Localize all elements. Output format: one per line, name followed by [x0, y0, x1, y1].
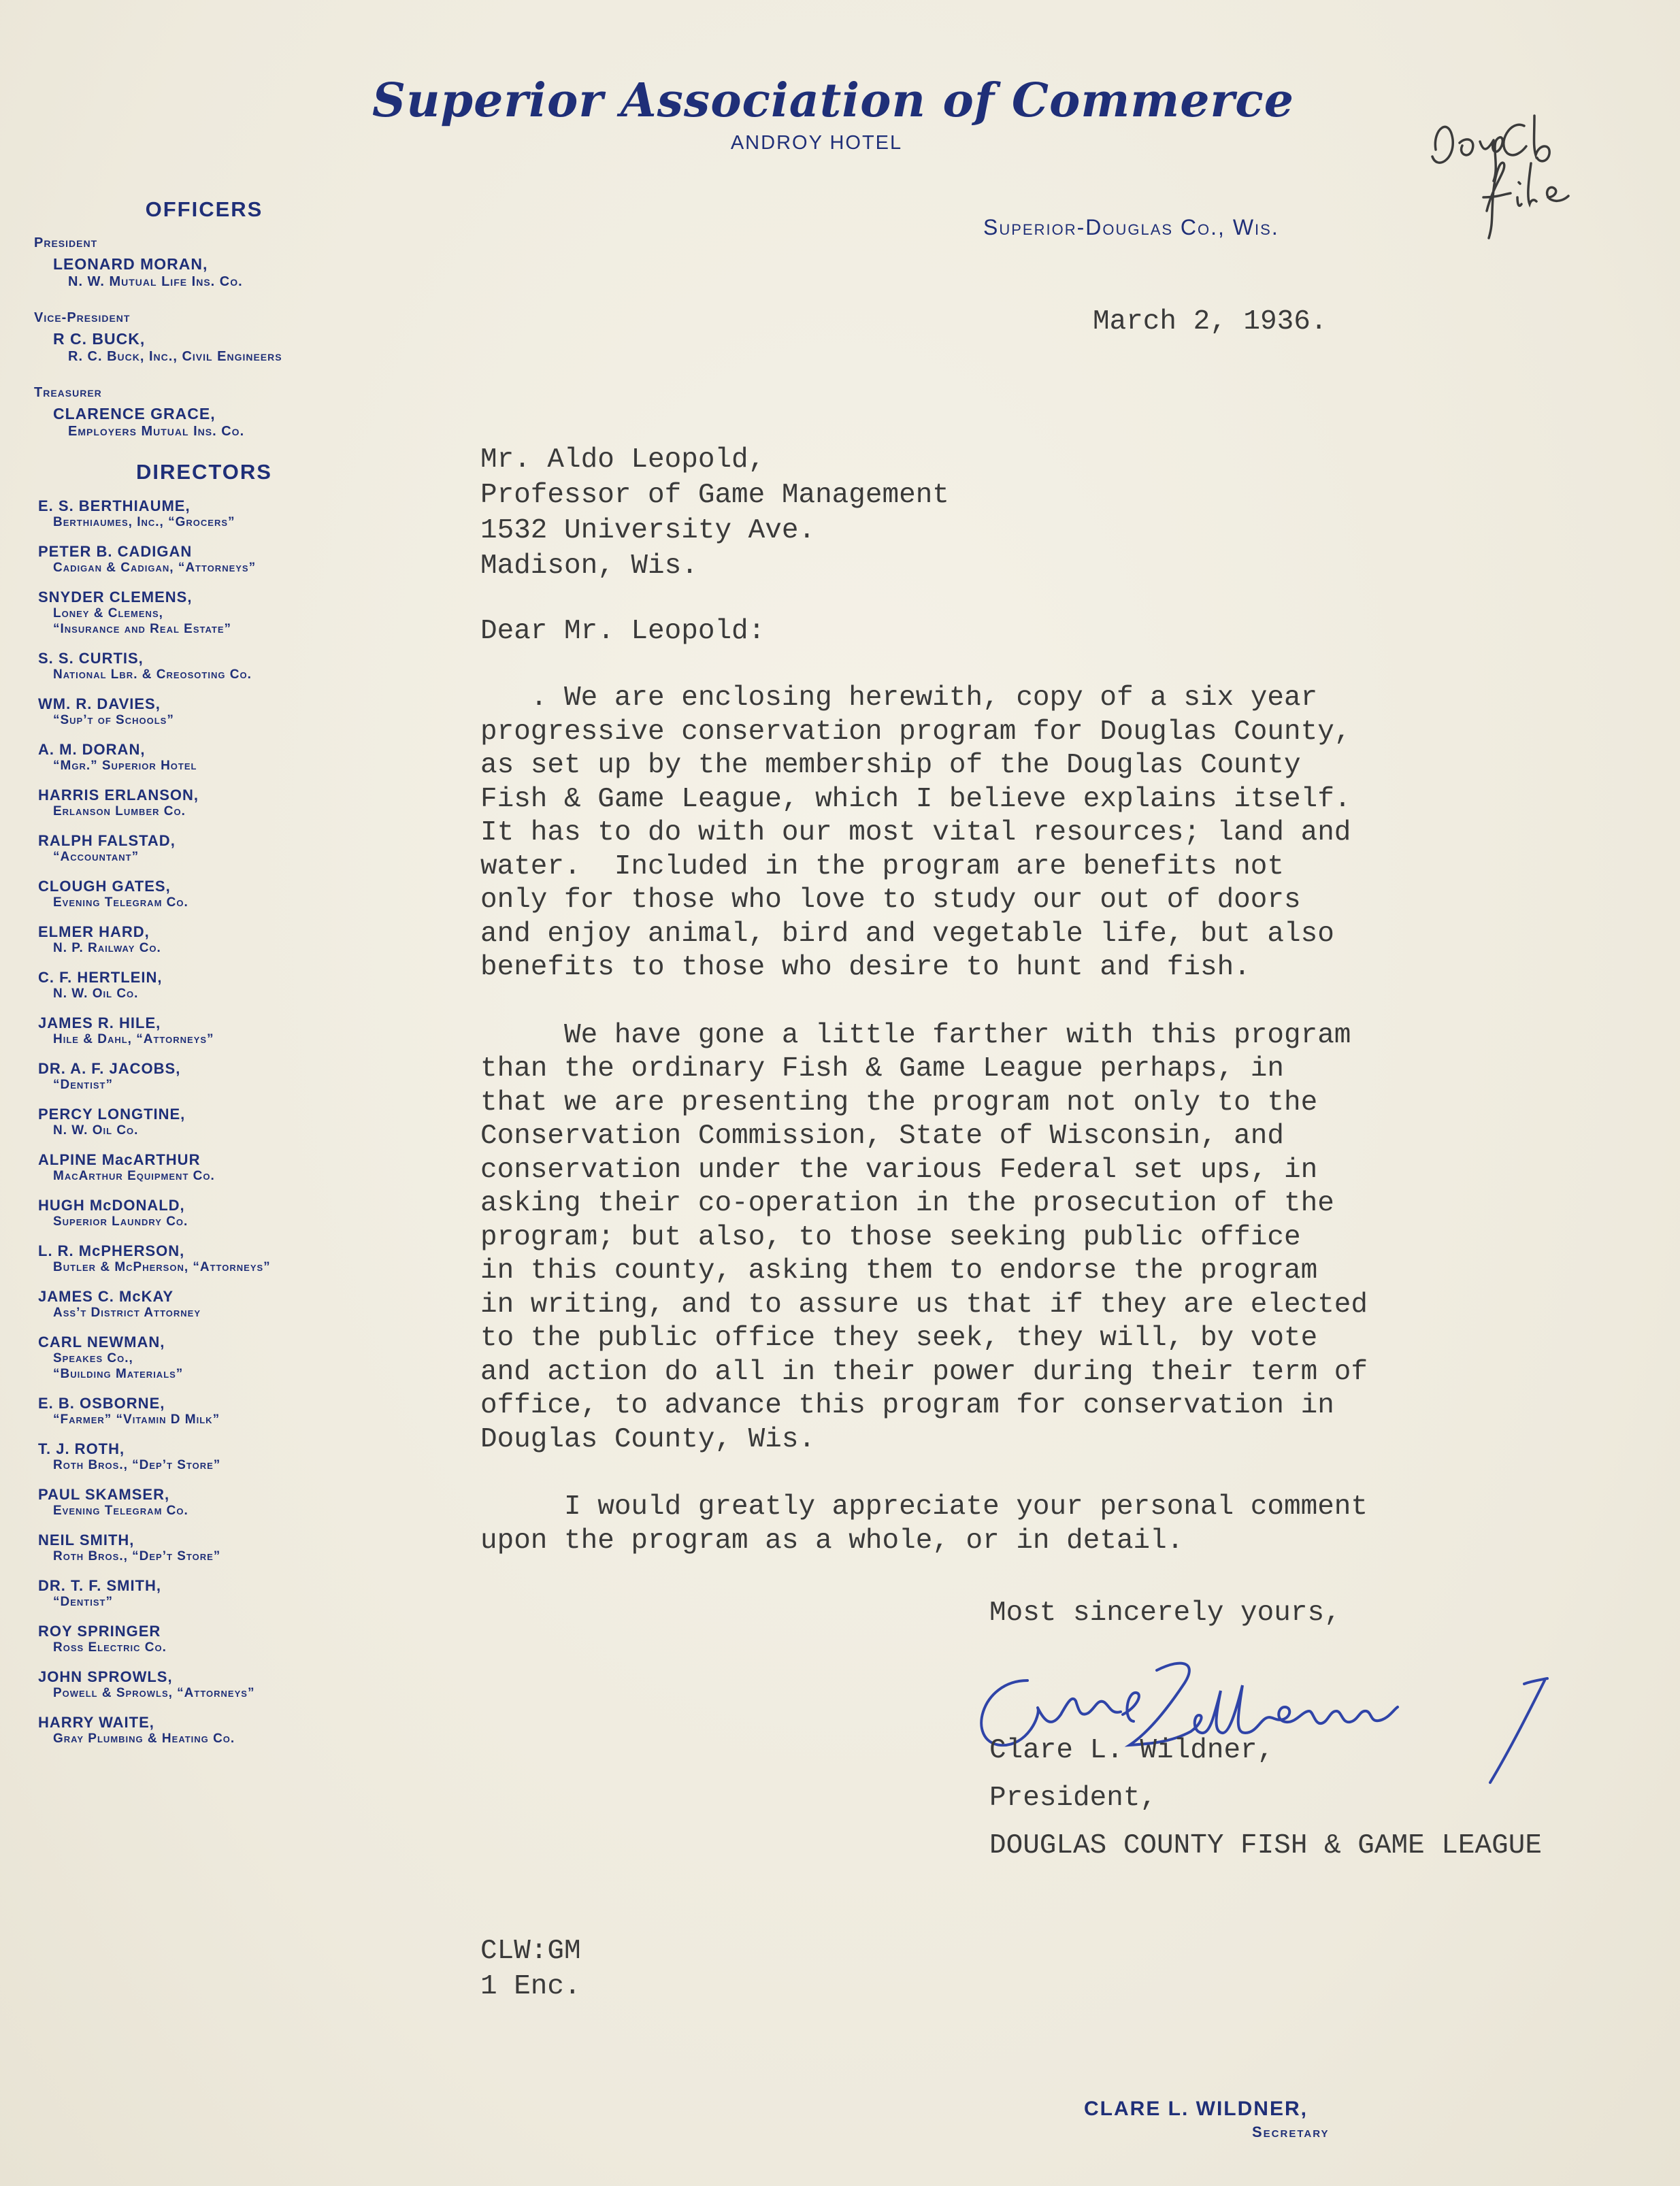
- address-line: Madison, Wis.: [480, 550, 698, 582]
- director-affiliation: “Building Materials”: [53, 1367, 184, 1381]
- director-name: C. F. HERTLEIN,: [38, 969, 163, 986]
- director-affiliation: “Dentist”: [53, 1595, 113, 1609]
- director-affiliation: Ass’t District Attorney: [53, 1306, 201, 1320]
- director-entry: [34, 1578, 442, 1610]
- address-line: Professor of Game Management: [480, 480, 949, 511]
- director-name: ELMER HARD,: [38, 923, 150, 940]
- address-line: Mr. Aldo Leopold,: [480, 444, 765, 476]
- director-affiliation: Cadigan & Cadigan, “Attorneys”: [53, 561, 257, 575]
- paragraph: I would greatly appreciate your personal comment upon the program as a whole, or in detail.: [480, 1491, 1368, 1557]
- letter-body: [480, 682, 1569, 1592]
- handwritten-file-note: [1422, 102, 1626, 252]
- director-name: CLOUGH GATES,: [38, 878, 171, 895]
- paragraph: We have gone a little farther with this program than the ordinary Fish & Game League perhaps, in that we are presenting the program not only to the Conservation Commission, State of Wisconsin, and conservation under the various Federal set ups, in asking their co-operation in the prosecution of the program; but also, to those seeking public office in this county, asking them to endorse the program in writing, and to assure us that if they are elected to the public office they seek, they will, by vote and action do all in their power during their term of office, to advance this program for conservation in Douglas County, Wis.: [480, 1019, 1368, 1455]
- director-entry: [34, 1395, 442, 1427]
- director-name: L. R. McPHERSON,: [38, 1242, 185, 1259]
- officer-name: CLARENCE GRACE,: [53, 405, 216, 423]
- sidebar: [34, 197, 442, 1760]
- officer-title: Vice-President: [34, 310, 131, 325]
- director-entry: [34, 1061, 442, 1093]
- director-affiliation: Butler & McPherson, “Attorneys”: [53, 1260, 271, 1274]
- paragraph: . We are enclosing herewith, copy of a six year progressive conservation program for Douglas County, as set up by the membership of the Douglas County Fish & Game League, which I believe explains itself. It has to do with our most vital resources; land and water. Included in the program are benefits not only for those who love to study our out of doors and enjoy animal, bird and vegetable life, but also benefits to those who desire to hunt and fish.: [480, 682, 1351, 983]
- director-affiliation: N. W. Oil Co.: [53, 1123, 139, 1138]
- officer-organization: N. W. Mutual Life Ins. Co.: [68, 274, 243, 289]
- directors-heading: DIRECTORS: [135, 460, 272, 484]
- director-entry: [34, 696, 442, 728]
- director-affiliation: “Sup’t of Schools”: [53, 713, 174, 727]
- typist-initials: CLW:GM: [480, 1936, 581, 1967]
- director-name: JOHN SPROWLS,: [38, 1668, 173, 1685]
- officer-name: LEONARD MORAN,: [53, 255, 208, 273]
- director-name: JAMES R. HILE,: [38, 1014, 161, 1031]
- director-entry: [34, 1532, 442, 1564]
- director-affiliation: “Farmer” “Vitamin D Milk”: [53, 1412, 220, 1427]
- director-name: HUGH McDONALD,: [38, 1197, 185, 1214]
- director-affiliation: Ross Electric Co.: [53, 1640, 167, 1655]
- reference-initials: [480, 1934, 581, 2004]
- director-name: ALPINE MacARTHUR: [38, 1151, 201, 1168]
- director-entry: [34, 742, 442, 774]
- director-entry: [34, 787, 442, 819]
- director-name: DR. A. F. JACOBS,: [38, 1060, 181, 1077]
- director-name: S. S. CURTIS,: [38, 650, 144, 667]
- director-name: DR. T. F. SMITH,: [38, 1577, 161, 1594]
- director-entry: [34, 544, 442, 576]
- director-name: RALPH FALSTAD,: [38, 832, 176, 849]
- director-name: JAMES C. McKAY: [38, 1288, 174, 1305]
- director-affiliation: Erlanson Lumber Co.: [53, 804, 186, 818]
- director-affiliation: N. P. Railway Co.: [53, 941, 161, 955]
- officer-entry: [34, 235, 442, 290]
- address-line: 1532 University Ave.: [480, 515, 816, 546]
- director-name: PAUL SKAMSER,: [38, 1486, 170, 1503]
- director-affiliation: Roth Bros., “Dep’t Store”: [53, 1458, 221, 1472]
- officer-entry: [34, 385, 442, 440]
- director-affiliation: Roth Bros., “Dep’t Store”: [53, 1549, 221, 1563]
- officer-name: R C. BUCK,: [53, 330, 146, 348]
- director-entry: [34, 833, 442, 865]
- director-entry: [34, 1487, 442, 1519]
- director-entry: [34, 1334, 442, 1382]
- director-name: PETER B. CADIGAN: [38, 543, 193, 560]
- director-entry: [34, 1152, 442, 1184]
- letter-date: March 2, 1936.: [1093, 306, 1328, 337]
- director-entry: [34, 650, 442, 682]
- director-entry: [34, 1441, 442, 1473]
- secretary-name: CLARE L. WILDNER,: [1084, 2098, 1308, 2120]
- director-name: NEIL SMITH,: [38, 1531, 135, 1549]
- recipient-address: [480, 442, 949, 584]
- officer-title: President: [34, 235, 98, 250]
- director-name: WM. R. DAVIES,: [38, 695, 161, 712]
- director-affiliation: Gray Plumbing & Heating Co.: [53, 1732, 235, 1746]
- officers-list: [34, 235, 442, 440]
- director-name: E. S. BERTHIAUME,: [38, 497, 191, 514]
- director-affiliation: Powell & Sprowls, “Attorneys”: [53, 1686, 255, 1700]
- director-affiliation: Berthiaumes, Inc., “Grocers”: [53, 515, 235, 529]
- director-name: PERCY LONGTINE,: [38, 1106, 186, 1123]
- director-name: E. B. OSBORNE,: [38, 1395, 165, 1412]
- director-name: HARRY WAITE,: [38, 1714, 154, 1731]
- director-entry: [34, 1289, 442, 1321]
- signer-title: President,: [989, 1783, 1157, 1814]
- director-entry: [34, 970, 442, 1001]
- city-line: Superior-Douglas Co., Wis.: [983, 215, 1279, 239]
- director-affiliation: Evening Telegram Co.: [53, 895, 188, 910]
- officer-entry: [34, 310, 442, 365]
- director-affiliation: Superior Laundry Co.: [53, 1214, 188, 1229]
- director-entry: [34, 589, 442, 637]
- director-name: T. J. ROTH,: [38, 1440, 125, 1457]
- director-name: HARRIS ERLANSON,: [38, 786, 199, 804]
- director-affiliation: Loney & Clemens,: [53, 606, 163, 620]
- director-entry: [34, 1715, 442, 1746]
- officer-title: Treasurer: [34, 385, 102, 400]
- director-name: ROY SPRINGER: [38, 1623, 161, 1640]
- officer-organization: R. C. Buck, Inc., Civil Engineers: [68, 349, 282, 364]
- director-affiliation: National Lbr. & Creosoting Co.: [53, 667, 252, 682]
- officers-heading: OFFICERS: [145, 197, 263, 221]
- director-affiliation: Evening Telegram Co.: [53, 1504, 188, 1518]
- director-entry: [34, 924, 442, 956]
- salutation: Dear Mr. Leopold:: [480, 616, 765, 647]
- director-affiliation: “Mgr.” Superior Hotel: [53, 759, 197, 773]
- director-entry: [34, 1243, 442, 1275]
- director-entry: [34, 1106, 442, 1138]
- director-name: A. M. DORAN,: [38, 741, 146, 758]
- director-entry: [34, 1015, 442, 1047]
- director-affiliation: MacArthur Equipment Co.: [53, 1169, 215, 1183]
- director-entry: [34, 1669, 442, 1701]
- signer-name: Clare L. Wildner,: [989, 1735, 1274, 1766]
- handwritten-note-text: Doug Co: [1422, 102, 1425, 103]
- enclosure-note: 1 Enc.: [480, 1971, 581, 2002]
- director-affiliation: Hile & Dahl, “Attorneys”: [53, 1032, 214, 1046]
- director-name: SNYDER CLEMENS,: [38, 589, 193, 606]
- director-affiliation: N. W. Oil Co.: [53, 987, 139, 1001]
- secretary-title: Secretary: [1252, 2123, 1330, 2140]
- officer-organization: Employers Mutual Ins. Co.: [68, 424, 245, 439]
- organization-name: Superior Association of Commerce: [372, 73, 1294, 128]
- director-entry: [34, 1623, 442, 1655]
- directors-list: [34, 498, 442, 1746]
- director-name: CARL NEWMAN,: [38, 1334, 165, 1351]
- director-affiliation: “Insurance and Real Estate”: [53, 622, 232, 636]
- closing: Most sincerely yours,: [989, 1597, 1341, 1629]
- director-affiliation: Speakes Co.,: [53, 1351, 133, 1365]
- director-entry: [34, 878, 442, 910]
- director-entry: [34, 498, 442, 530]
- director-entry: [34, 1197, 442, 1229]
- signer-organization: DOUGLAS COUNTY FISH & GAME LEAGUE: [989, 1830, 1542, 1861]
- hotel-name: ANDROY HOTEL: [730, 132, 903, 154]
- director-affiliation: “Dentist”: [53, 1078, 113, 1092]
- director-affiliation: “Accountant”: [53, 850, 139, 864]
